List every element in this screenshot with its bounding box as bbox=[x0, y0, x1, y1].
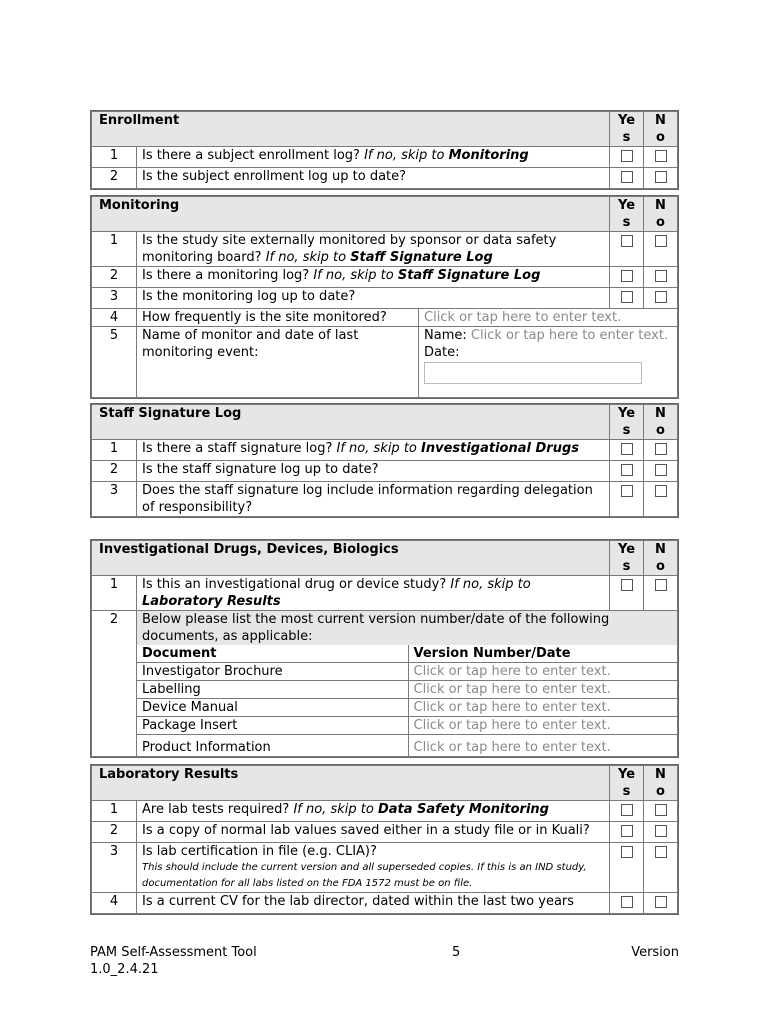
enrollment-section bbox=[90, 110, 679, 190]
date-label: Date: bbox=[424, 345, 460, 360]
question-row bbox=[92, 232, 678, 267]
question-text: Is there a monitoring log? If no, skip to Staff Signature Log bbox=[137, 267, 610, 288]
row-number: 5 bbox=[92, 327, 137, 398]
column-header-version: Version Number/Date bbox=[408, 645, 677, 663]
question-row bbox=[92, 440, 678, 461]
document-row bbox=[137, 681, 677, 699]
row-number: 4 bbox=[92, 309, 137, 327]
row-number: 4 bbox=[92, 893, 137, 914]
yes-checkbox[interactable] bbox=[621, 579, 633, 591]
version-input[interactable]: Click or tap here to enter text. bbox=[408, 735, 677, 756]
footer-version: Version bbox=[631, 945, 679, 960]
no-checkbox[interactable] bbox=[655, 464, 667, 476]
question-text: Does the staff signature log include information regarding delegation of responsibility? bbox=[137, 482, 610, 517]
yes-checkbox[interactable] bbox=[621, 443, 633, 455]
name-label: Name: bbox=[424, 328, 467, 343]
question-text: Is this an investigational drug or device study? If no, skip to Laboratory Results bbox=[137, 576, 610, 611]
row-number: 2 bbox=[92, 611, 137, 757]
question-text: Is there a staff signature log? If no, skip to Investigational Drugs bbox=[137, 440, 610, 461]
document-name: Device Manual bbox=[137, 699, 408, 717]
row-number: 1 bbox=[92, 576, 137, 611]
documents-intro: Below please list the most current version number/date of the following documents, as applicable: bbox=[137, 611, 677, 645]
yes-header: Ye s bbox=[617, 767, 636, 799]
question-row bbox=[92, 288, 678, 309]
page-number: 5 bbox=[452, 945, 461, 960]
document-row bbox=[137, 699, 677, 717]
no-checkbox[interactable] bbox=[655, 270, 667, 282]
question-row bbox=[92, 461, 678, 482]
monitor-details-cell bbox=[419, 327, 678, 398]
version-input[interactable]: Click or tap here to enter text. bbox=[408, 681, 677, 699]
question-text: Is a current CV for the lab director, dated within the last two years bbox=[137, 893, 610, 914]
yes-checkbox[interactable] bbox=[621, 485, 633, 497]
document-row bbox=[137, 735, 677, 756]
question-row bbox=[92, 168, 678, 189]
no-checkbox[interactable] bbox=[655, 846, 667, 858]
monitor-name-input[interactable]: Click or tap here to enter text. bbox=[470, 328, 669, 343]
section-title: Staff Signature Log bbox=[92, 405, 610, 440]
section-title: Enrollment bbox=[92, 112, 610, 147]
no-checkbox[interactable] bbox=[655, 579, 667, 591]
yes-header: Ye s bbox=[617, 198, 636, 230]
yes-checkbox[interactable] bbox=[621, 270, 633, 282]
question-text: Is the monitoring log up to date? bbox=[137, 288, 610, 309]
version-input[interactable]: Click or tap here to enter text. bbox=[408, 717, 677, 735]
version-input[interactable]: Click or tap here to enter text. bbox=[408, 663, 677, 681]
yes-header: Ye s bbox=[617, 113, 636, 145]
question-row bbox=[92, 267, 678, 288]
no-checkbox[interactable] bbox=[655, 485, 667, 497]
row-number: 3 bbox=[92, 843, 137, 893]
yes-checkbox[interactable] bbox=[621, 235, 633, 247]
section-title: Laboratory Results bbox=[92, 766, 610, 801]
question-text: Is the subject enrollment log up to date? bbox=[137, 168, 610, 189]
no-checkbox[interactable] bbox=[655, 150, 667, 162]
yes-checkbox[interactable] bbox=[621, 846, 633, 858]
no-checkbox[interactable] bbox=[655, 804, 667, 816]
question-text: Is a copy of normal lab values saved either in a study file or in Kuali? bbox=[137, 822, 610, 843]
question-row bbox=[92, 327, 678, 398]
row-number: 1 bbox=[92, 232, 137, 267]
row-number: 1 bbox=[92, 801, 137, 822]
no-header: N o bbox=[655, 113, 666, 145]
document-row bbox=[137, 663, 677, 681]
no-header: N o bbox=[655, 198, 666, 230]
no-checkbox[interactable] bbox=[655, 443, 667, 455]
section-title: Monitoring bbox=[92, 197, 610, 232]
document-name: Investigator Brochure bbox=[137, 663, 408, 681]
question-row bbox=[92, 822, 678, 843]
document-name: Product Information bbox=[137, 735, 408, 756]
yes-checkbox[interactable] bbox=[621, 464, 633, 476]
yes-checkbox[interactable] bbox=[621, 291, 633, 303]
monitoring-section bbox=[90, 195, 679, 399]
row-number: 1 bbox=[92, 147, 137, 168]
no-header: N o bbox=[655, 406, 666, 438]
laboratory-section bbox=[90, 764, 679, 915]
no-header: N o bbox=[655, 767, 666, 799]
section-title: Investigational Drugs, Devices, Biologics bbox=[92, 541, 610, 576]
question-row bbox=[92, 843, 678, 893]
question-text: Is there a subject enrollment log? If no, skip to Monitoring bbox=[137, 147, 610, 168]
date-input[interactable] bbox=[424, 362, 642, 384]
investigational-section bbox=[90, 539, 679, 758]
yes-checkbox[interactable] bbox=[621, 171, 633, 183]
document-row bbox=[137, 717, 677, 735]
no-checkbox[interactable] bbox=[655, 291, 667, 303]
column-header-document: Document bbox=[142, 646, 217, 661]
question-text: How frequently is the site monitored? bbox=[137, 309, 419, 327]
documents-cell bbox=[137, 611, 678, 757]
question-text: Are lab tests required? If no, skip to Data Safety Monitoring bbox=[137, 801, 610, 822]
documents-table bbox=[137, 645, 677, 756]
row-number: 2 bbox=[92, 461, 137, 482]
question-row bbox=[92, 147, 678, 168]
question-text: Is lab certification in file (e.g. CLIA)? This should include the current version and all superseded copies. If this is an IND study, documentation for all labs listed on the FDA 1572 must be on file. bbox=[137, 843, 610, 893]
yes-checkbox[interactable] bbox=[621, 896, 633, 908]
question-text: Is the study site externally monitored by sponsor or data safety monitoring board? If no, skip to Staff Signature Log bbox=[137, 232, 610, 267]
question-row bbox=[92, 576, 678, 611]
question-row bbox=[92, 309, 678, 327]
no-checkbox[interactable] bbox=[655, 171, 667, 183]
row-number: 1 bbox=[92, 440, 137, 461]
no-checkbox[interactable] bbox=[655, 235, 667, 247]
document-name: Labelling bbox=[137, 681, 408, 699]
footer-document-title: PAM Self-Assessment Tool 1.0_2.4.21 bbox=[90, 945, 257, 977]
row-number: 3 bbox=[92, 482, 137, 517]
document-name: Package Insert bbox=[137, 717, 408, 735]
yes-checkbox[interactable] bbox=[621, 150, 633, 162]
question-row bbox=[92, 801, 678, 822]
row-number: 2 bbox=[92, 168, 137, 189]
question-row bbox=[92, 611, 678, 757]
question-row bbox=[92, 482, 678, 517]
no-checkbox[interactable] bbox=[655, 825, 667, 837]
question-text: Name of monitor and date of last monitoring event: bbox=[137, 327, 419, 398]
row-number: 3 bbox=[92, 288, 137, 309]
yes-checkbox[interactable] bbox=[621, 804, 633, 816]
no-checkbox[interactable] bbox=[655, 896, 667, 908]
version-input[interactable]: Click or tap here to enter text. bbox=[408, 699, 677, 717]
yes-checkbox[interactable] bbox=[621, 825, 633, 837]
row-number: 2 bbox=[92, 822, 137, 843]
guidance-note: This should include the current version and all superseded copies. If this is an IND study, documentation for all labs listed on the FDA 1572 must be on file. bbox=[142, 862, 587, 889]
staff-signature-section bbox=[90, 403, 679, 518]
question-row bbox=[92, 893, 678, 914]
frequency-input[interactable]: Click or tap here to enter text. bbox=[419, 309, 678, 327]
row-number: 2 bbox=[92, 267, 137, 288]
no-header: N o bbox=[655, 542, 666, 574]
yes-header: Ye s bbox=[617, 406, 636, 438]
yes-header: Ye s bbox=[617, 542, 636, 574]
question-text: Is the staff signature log up to date? bbox=[137, 461, 610, 482]
